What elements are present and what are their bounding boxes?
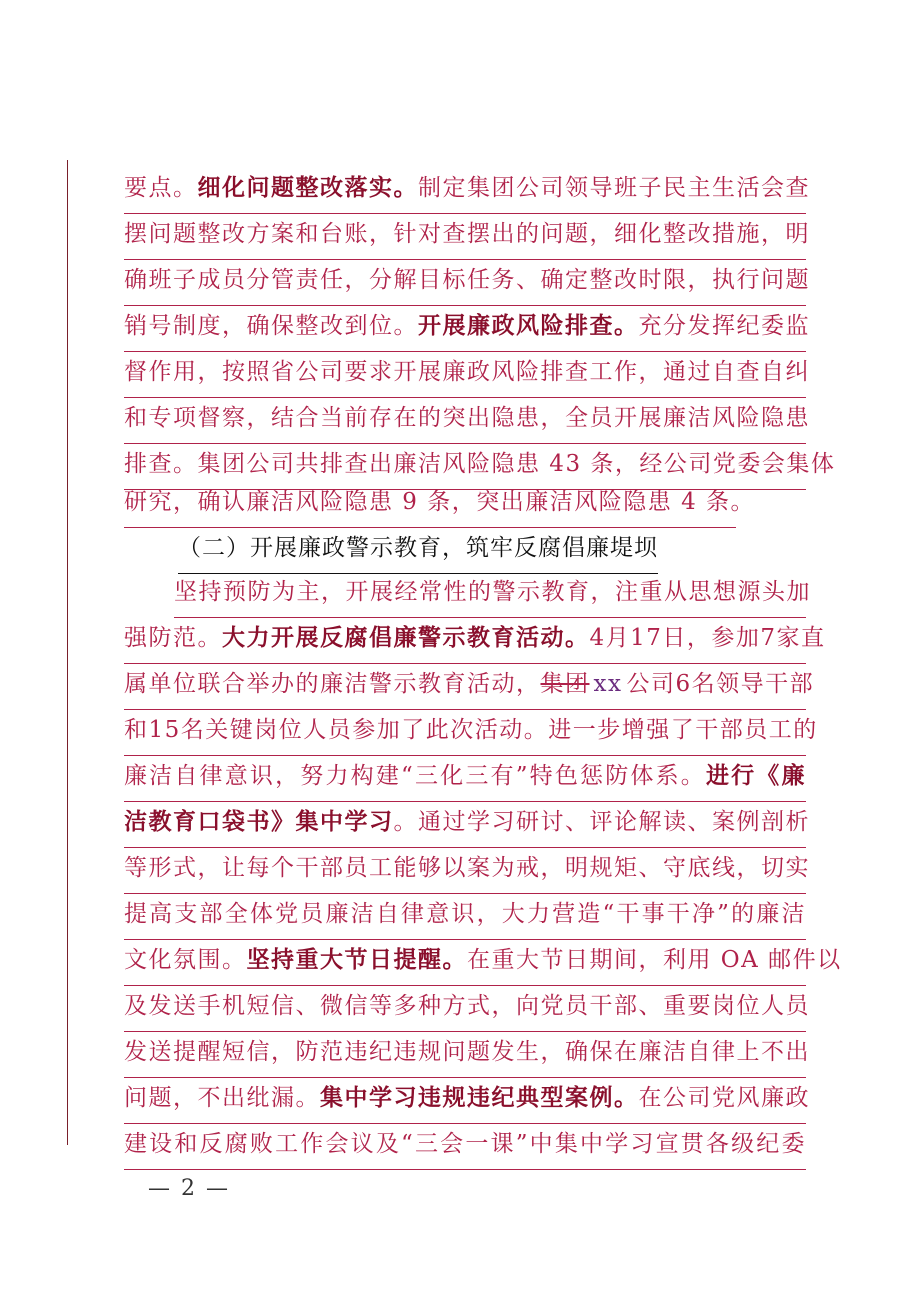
section-heading: （二）开展廉政警示教育，筑牢反腐倡廉堤坝 [178, 530, 658, 574]
text-line: 和15名关键岗位人员参加了此次活动。进一步增强了干部员工的 [124, 712, 806, 756]
text-line: 督作用，按照省公司要求开展廉政风险排查工作，通过自查自纠 [124, 354, 806, 398]
text-line: 及发送手机短信、微信等多种方式，向党员干部、重要岗位人员 [124, 988, 806, 1032]
text-line: 排查。集团公司共排查出廉洁风险隐患 43 条，经公司党委会集体 [124, 446, 806, 490]
deleted-text: 集团 [540, 671, 590, 697]
inserted-text: xx [593, 671, 623, 697]
text-line: 属单位联合举办的廉洁警示教育活动，集团 xx 公司6名领导干部 [124, 666, 806, 710]
text-line: 廉洁自律意识，努力构建“三化三有”特色惩防体系。进行《廉 [124, 758, 806, 802]
text-line: 和专项督察，结合当前存在的突出隐患，全员开展廉洁风险隐患 [124, 400, 806, 444]
text-line: 问题，不出纰漏。集中学习违规违纪典型案例。在公司党风廉政 [124, 1080, 806, 1124]
text-line: 销号制度，确保整改到位。开展廉政风险排查。充分发挥纪委监 [124, 308, 806, 352]
text-line: 确班子成员分管责任，分解目标任务、确定整改时限，执行问题 [124, 262, 806, 306]
text-line: 坚持预防为主，开展经常性的警示教育，注重从思想源头加 [174, 574, 806, 618]
text-line: 摆问题整改方案和台账，针对查摆出的问题，细化整改措施，明 [124, 216, 806, 260]
text-line: 发送提醒短信，防范违纪违规问题发生，确保在廉洁自律上不出 [124, 1034, 806, 1078]
text-line: 强防范。大力开展反腐倡廉警示教育活动。4月17日，参加7家直 [124, 620, 806, 664]
text-line: 文化氛围。坚持重大节日提醒。在重大节日期间，利用 OA 邮件以 [124, 942, 806, 986]
text-line: 等形式，让每个干部员工能够以案为戒，明规矩、守底线，切实 [124, 850, 806, 894]
revision-margin-bar [67, 160, 68, 1145]
page-number: — 2 — [148, 1176, 230, 1201]
text-line: 洁教育口袋书》集中学习。通过学习研讨、评论解读、案例剖析 [124, 804, 806, 848]
text-line: 建设和反腐败工作会议及“三会一课”中集中学习宣贯各级纪委 [124, 1126, 806, 1170]
text-line: 要点。细化问题整改落实。制定集团公司领导班子民主生活会查 [124, 170, 806, 214]
text-line: 提高支部全体党员廉洁自律意识，大力营造“干事干净”的廉洁 [124, 896, 806, 940]
text-line: 研究，确认廉洁风险隐患 9 条，突出廉洁风险隐患 4 条。 [124, 484, 736, 528]
